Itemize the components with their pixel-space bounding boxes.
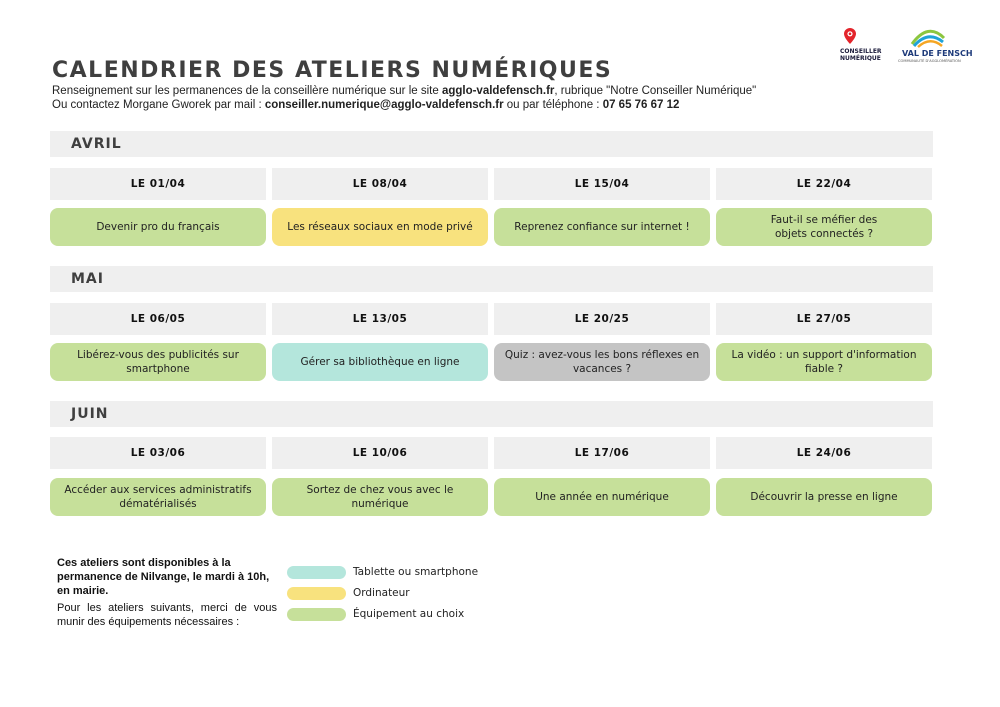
conseiller-numerique-logo	[840, 26, 886, 68]
page-title: CALENDRIER DES ATELIERS NUMÉRIQUES	[52, 58, 613, 83]
month-label: JUIN	[71, 406, 109, 422]
date-cell: LE 08/04	[272, 168, 488, 200]
workshop-card: Une année en numérique	[494, 478, 710, 516]
map-pin-icon	[844, 28, 856, 44]
swoosh-icon	[910, 26, 946, 48]
workshop-card: Libérez-vous des publicités sur smartphone	[50, 343, 266, 381]
equipment-note: Pour les ateliers suivants, merci de vous munir des équipements nécessaires :	[57, 602, 277, 628]
workshop-card: Sortez de chez vous avec le numérique	[272, 478, 488, 516]
legend-label: Ordinateur	[353, 587, 410, 599]
date-cell: LE 17/06	[494, 437, 710, 469]
legend-swatch	[287, 587, 346, 600]
date-cell: LE 06/05	[50, 303, 266, 335]
month-band-avril	[50, 131, 933, 157]
info-text: , rubrique "Notre Conseiller Numérique"	[554, 85, 757, 97]
date-cell: LE 13/05	[272, 303, 488, 335]
workshop-card: La vidéo : un support d'information fiable ?	[716, 343, 932, 381]
website-link[interactable]: agglo-valdefensch.fr	[441, 85, 555, 97]
legend-swatch	[287, 608, 346, 621]
date-cell: LE 27/05	[716, 303, 932, 335]
workshop-card: Reprenez confiance sur internet !	[494, 208, 710, 246]
val-de-fensch-logo	[898, 26, 973, 68]
logo-text: CONSEILLER	[840, 48, 882, 55]
date-cell: LE 15/04	[494, 168, 710, 200]
month-label: AVRIL	[71, 136, 122, 152]
workshop-card: Gérer sa bibliothèque en ligne	[272, 343, 488, 381]
phone-number: 07 65 76 67 12	[602, 99, 680, 111]
info-text: ou par téléphone :	[503, 99, 603, 111]
logo-text: NUMÉRIQUE	[840, 55, 881, 62]
info-text: Renseignement sur les permanences de la conseillère numérique sur le site	[52, 85, 442, 97]
workshop-card: Découvrir la presse en ligne	[716, 478, 932, 516]
info-line-website	[52, 85, 756, 97]
info-text: Ou contactez Morgane Gworek par mail :	[52, 99, 265, 111]
workshop-card: Accéder aux services administratifs dématérialisés	[50, 478, 266, 516]
info-line-contact	[52, 99, 679, 111]
date-cell: LE 10/06	[272, 437, 488, 469]
date-cell: LE 20/25	[494, 303, 710, 335]
workshop-card: Quiz : avez-vous les bons réflexes en vacances ?	[494, 343, 710, 381]
month-band-mai	[50, 266, 933, 292]
logos	[840, 26, 973, 68]
workshop-card: Les réseaux sociaux en mode privé	[272, 208, 488, 246]
date-cell: LE 24/06	[716, 437, 932, 469]
month-label: MAI	[71, 271, 104, 287]
legend-label: Équipement au choix	[353, 608, 465, 620]
month-band-juin	[50, 401, 933, 427]
workshop-card: Faut-il se méfier des objets connectés ?	[716, 208, 932, 246]
email-link[interactable]: conseiller.numerique@agglo-valdefensch.fr	[264, 99, 504, 111]
logo-text: VAL DE FENSCH	[902, 49, 973, 58]
legend-label: Tablette ou smartphone	[353, 566, 479, 578]
date-cell: LE 01/04	[50, 168, 266, 200]
date-cell: LE 03/06	[50, 437, 266, 469]
availability-note: Ces ateliers sont disponibles à la permanence de Nilvange, le mardi à 10h, en mairie.	[57, 557, 270, 597]
legend-swatch	[287, 566, 346, 579]
workshop-card: Devenir pro du français	[50, 208, 266, 246]
logo-text: COMMUNAUTÉ D'AGGLOMÉRATION	[898, 59, 961, 63]
date-cell: LE 22/04	[716, 168, 932, 200]
